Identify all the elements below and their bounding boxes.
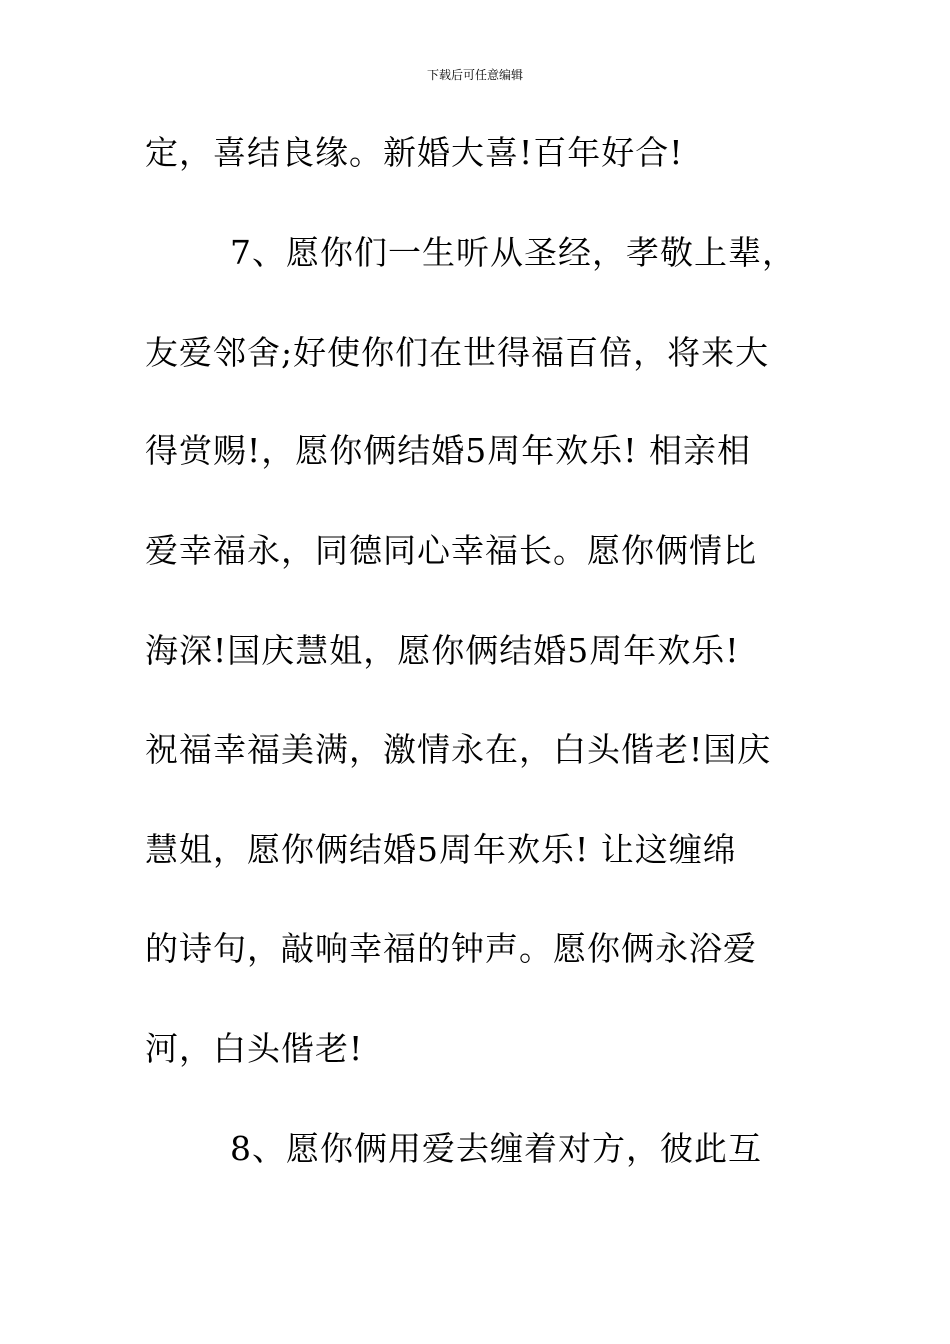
- text-line: 的诗句，敲响幸福的钟声。愿你俩永浴爱: [145, 929, 757, 968]
- text-line: 海深!国庆慧姐，愿你俩结婚5周年欢乐!: [145, 631, 740, 670]
- text-line: 友爱邻舍;好使你们在世得福百倍，将来大: [145, 333, 770, 372]
- text-line: 得赏赐!，愿你俩结婚5周年欢乐! 相亲相: [145, 431, 752, 470]
- page-header: 下载后可任意编辑: [426, 68, 523, 82]
- text-line: 祝福幸福美满，激情永在，白头偕老!国庆: [145, 730, 772, 769]
- text-line: 河，白头偕老!: [145, 1029, 364, 1068]
- text-line: 慧姐，愿你俩结婚5周年欢乐! 让这缠绵: [145, 830, 737, 869]
- text-line: 爱幸福永，同德同心幸福长。愿你俩情比: [145, 531, 757, 570]
- text-line: 7、愿你们一生听从圣经，孝敬上辈，: [230, 233, 796, 272]
- text-line: 定，喜结良缘。新婚大喜!百年好合!: [145, 133, 684, 172]
- text-line: 8、愿你俩用爱去缠着对方，彼此互: [230, 1129, 762, 1168]
